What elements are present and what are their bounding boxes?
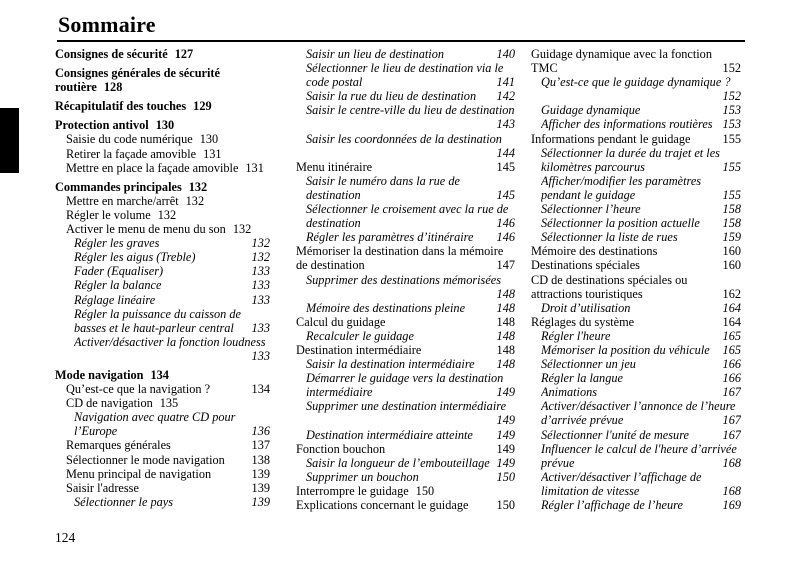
toc-entry bbox=[74, 335, 270, 363]
toc-entry-text: Activer le menu de menu du son bbox=[66, 222, 226, 237]
toc-entry-page-number: 136 bbox=[251, 424, 270, 439]
toc-entry-text: Activer/désactiver l’annonce de l’heure d’arrivée prévue bbox=[541, 399, 736, 428]
toc-entry-text: Calcul du guidage bbox=[296, 314, 386, 329]
toc-entry-text: Régler les paramètres d’itinéraire bbox=[306, 230, 474, 245]
toc-entry-page-number: 162 bbox=[722, 286, 741, 301]
toc-entry-text: Réglages du système bbox=[531, 314, 635, 329]
toc-entry-page-number: 149 bbox=[496, 441, 515, 456]
toc-entry-text: Navigation avec quatre CD pour l’Europe bbox=[74, 410, 236, 439]
toc-entry bbox=[541, 174, 741, 202]
toc-entry-page-number: 130 bbox=[199, 132, 219, 147]
toc-entry-text: Régler la puissance du caisson de basses et le haut-parleur central bbox=[74, 306, 242, 335]
toc-entry-text: Activer/désactiver l’affichage de limitation de vitesse bbox=[541, 469, 702, 498]
toc-entry bbox=[541, 442, 741, 470]
toc-entry-text: Interrompre le guidage bbox=[296, 483, 409, 498]
toc-entry-text: Guidage dynamique avec la fonction TMC bbox=[531, 47, 712, 76]
toc-entry-page-number: 150 bbox=[496, 498, 515, 512]
toc-entry-text: Mode navigation bbox=[55, 367, 144, 382]
toc-entry-page-number: 148 bbox=[496, 328, 515, 343]
toc-entry-page-number: 131 bbox=[203, 146, 222, 161]
toc-entry-page-number: 133 bbox=[251, 348, 270, 363]
toc-entry bbox=[296, 343, 515, 357]
toc-entry-text: Sélectionner la durée du trajet et les kilomètres parcourus bbox=[541, 145, 720, 174]
toc-entry bbox=[541, 75, 741, 103]
toc-entry-page-number: 134 bbox=[150, 367, 169, 382]
toc-entry-page-number: 147 bbox=[496, 258, 515, 273]
toc-entry-page-number: 139 bbox=[251, 494, 270, 509]
toc-entry bbox=[74, 236, 270, 250]
page-title: Sommaire bbox=[58, 12, 156, 37]
chapter-tab-marker bbox=[0, 108, 19, 173]
toc-entry bbox=[541, 202, 741, 216]
toc-column-3 bbox=[531, 47, 741, 512]
toc-entry bbox=[74, 495, 270, 509]
title-rule bbox=[57, 40, 745, 42]
toc-entry-text: Régler la balance bbox=[74, 278, 162, 293]
toc-column-1 bbox=[55, 47, 270, 512]
toc-entry-page-number: 165 bbox=[722, 328, 741, 343]
toc-columns bbox=[55, 47, 741, 512]
toc-entry bbox=[541, 117, 741, 131]
toc-entry bbox=[306, 230, 515, 244]
toc-entry-page-number: 159 bbox=[722, 230, 741, 245]
toc-entry-text: Mémoriser la position du véhicule bbox=[541, 342, 710, 357]
toc-entry-page-number: 165 bbox=[722, 342, 741, 357]
toc-entry-page-number: 158 bbox=[722, 216, 741, 231]
toc-entry bbox=[66, 438, 270, 452]
toc-entry bbox=[66, 222, 270, 236]
toc-entry-page-number: 139 bbox=[251, 480, 270, 495]
toc-entry-text: Mettre en place la façade amovible bbox=[66, 160, 239, 175]
toc-entry-text: Menu itinéraire bbox=[296, 159, 373, 174]
toc-entry-text: Qu’est-ce que la navigation ? bbox=[66, 382, 211, 397]
toc-entry-text: Sélectionner le pays bbox=[74, 494, 174, 509]
toc-entry-page-number: 160 bbox=[722, 244, 741, 259]
toc-entry-page-number: 155 bbox=[722, 131, 741, 146]
toc-entry-text: Saisie du code numérique bbox=[66, 132, 193, 147]
toc-entry-page-number: 141 bbox=[496, 75, 515, 90]
toc-entry-page-number: 132 bbox=[157, 207, 177, 222]
toc-entry bbox=[66, 481, 270, 495]
toc-entry-page-number: 153 bbox=[722, 103, 741, 118]
toc-entry-page-number: 139 bbox=[251, 466, 270, 481]
toc-entry bbox=[306, 399, 515, 427]
toc-entry-page-number: 167 bbox=[722, 427, 741, 442]
toc-entry-text: Sélectionner le lieu de destination via le code postal bbox=[306, 61, 504, 90]
toc-entry bbox=[66, 194, 270, 208]
toc-entry-text: Destination intermédiaire bbox=[296, 342, 422, 357]
toc-entry-text: Saisir la rue du lieu de destination bbox=[306, 89, 477, 104]
toc-entry bbox=[296, 160, 515, 174]
toc-entry-page-number: 132 bbox=[232, 222, 252, 237]
toc-entry-page-number: 160 bbox=[722, 258, 741, 273]
toc-entry-text: Recalculer le guidage bbox=[306, 328, 414, 343]
toc-entry bbox=[66, 147, 270, 161]
toc-entry-page-number: 148 bbox=[496, 286, 515, 301]
toc-entry bbox=[306, 273, 515, 301]
toc-entry-text: Fader (Equaliser) bbox=[74, 264, 164, 279]
toc-entry bbox=[306, 357, 515, 371]
toc-entry bbox=[306, 202, 515, 230]
toc-entry bbox=[306, 61, 515, 89]
toc-entry-text: Sélectionner le mode navigation bbox=[66, 452, 225, 467]
toc-entry bbox=[306, 329, 515, 343]
toc-entry-page-number: 164 bbox=[722, 314, 741, 329]
toc-entry bbox=[541, 470, 741, 498]
toc-entry-page-number: 145 bbox=[496, 187, 515, 202]
toc-entry-text: Sélectionner l’heure bbox=[541, 202, 641, 217]
toc-entry bbox=[541, 357, 741, 371]
toc-entry bbox=[541, 498, 741, 512]
toc-entry bbox=[531, 244, 741, 258]
toc-entry-page-number: 145 bbox=[496, 159, 515, 174]
toc-entry-page-number: 138 bbox=[251, 452, 270, 467]
toc-entry-text: Régler le volume bbox=[66, 207, 151, 222]
toc-entry bbox=[66, 161, 270, 175]
toc-entry-page-number: 150 bbox=[496, 469, 515, 484]
toc-entry bbox=[541, 230, 741, 244]
toc-entry-text: Saisir la longueur de l’embouteillage bbox=[306, 455, 490, 470]
toc-entry-text: Informations pendant le guidage bbox=[531, 131, 691, 146]
toc-entry bbox=[55, 99, 270, 113]
toc-entry-text: Régler la langue bbox=[541, 371, 623, 386]
toc-entry-page-number: 152 bbox=[722, 61, 741, 76]
toc-entry-page-number: 153 bbox=[722, 117, 741, 132]
toc-entry-page-number: 129 bbox=[193, 99, 212, 114]
toc-entry bbox=[531, 258, 741, 272]
toc-entry-text: Mémoriser la destination dans la mémoire de destination bbox=[296, 244, 504, 273]
toc-entry-page-number: 167 bbox=[722, 413, 741, 428]
toc-entry-page-number: 149 bbox=[496, 413, 515, 428]
toc-entry bbox=[306, 301, 515, 315]
toc-entry-page-number: 149 bbox=[496, 385, 515, 400]
toc-entry bbox=[66, 382, 270, 396]
toc-entry-text: Sélectionner la liste de rues bbox=[541, 230, 678, 245]
toc-entry-page-number: 148 bbox=[496, 357, 515, 372]
toc-entry-text: Influencer le calcul de l'heure d’arrivée prévue bbox=[541, 441, 737, 470]
toc-entry-text: Mémoire des destinations pleine bbox=[306, 300, 466, 315]
toc-entry bbox=[55, 47, 270, 61]
toc-entry-text: Supprimer des destinations mémorisées bbox=[306, 272, 502, 287]
toc-entry bbox=[296, 484, 515, 498]
toc-entry bbox=[541, 216, 741, 230]
toc-entry bbox=[296, 315, 515, 329]
toc-entry-page-number: 132 bbox=[188, 179, 208, 194]
toc-entry bbox=[306, 371, 515, 399]
toc-entry bbox=[306, 89, 515, 103]
toc-entry-page-number: 133 bbox=[251, 278, 270, 293]
toc-entry-text: Explications concernant le guidage bbox=[296, 498, 469, 512]
toc-entry-page-number: 134 bbox=[251, 382, 270, 397]
toc-entry bbox=[541, 146, 741, 174]
toc-entry-text: Mémoire des destinations bbox=[531, 244, 658, 259]
toc-entry-text: Protection antivol bbox=[55, 118, 149, 133]
toc-entry bbox=[296, 244, 515, 272]
toc-entry bbox=[74, 410, 270, 438]
toc-entry-page-number: 133 bbox=[251, 292, 270, 307]
toc-entry-text: Fonction bouchon bbox=[296, 441, 386, 456]
toc-entry-text: Destination intermédiaire atteinte bbox=[306, 427, 473, 442]
toc-entry bbox=[531, 47, 741, 75]
toc-entry-text: Régler l’affichage de l’heure bbox=[541, 498, 683, 512]
toc-entry-text: Qu’est-ce que le guidage dynamique ? bbox=[541, 75, 731, 90]
toc-entry bbox=[531, 273, 741, 301]
toc-entry-text: Menu principal de navigation bbox=[66, 466, 212, 481]
toc-entry bbox=[55, 118, 270, 132]
toc-entry-text: Droit d’utilisation bbox=[541, 300, 631, 315]
toc-entry-text: Afficher/modifier les paramètres pendant le guidage bbox=[541, 173, 702, 202]
toc-entry-page-number: 168 bbox=[722, 483, 741, 498]
folio-page-number: 124 bbox=[55, 530, 76, 545]
toc-entry bbox=[541, 385, 741, 399]
toc-entry bbox=[66, 396, 270, 410]
toc-entry bbox=[541, 301, 741, 315]
toc-entry-page-number: 158 bbox=[722, 202, 741, 217]
toc-entry bbox=[531, 315, 741, 329]
toc-entry bbox=[541, 343, 741, 357]
toc-entry-text: Régler les aigus (Treble) bbox=[74, 250, 196, 265]
toc-entry-page-number: 148 bbox=[496, 300, 515, 315]
toc-entry-text: Consignes de sécurité bbox=[55, 47, 168, 61]
toc-entry bbox=[74, 264, 270, 278]
toc-entry-text: Guidage dynamique bbox=[541, 103, 641, 118]
toc-entry-page-number: 144 bbox=[496, 145, 515, 160]
toc-entry-page-number: 149 bbox=[496, 455, 515, 470]
toc-entry-page-number: 127 bbox=[174, 47, 194, 61]
toc-entry-text: Mettre en marche/arrêt bbox=[66, 193, 179, 208]
toc-entry bbox=[541, 329, 741, 343]
toc-column-2 bbox=[296, 47, 515, 512]
toc-entry bbox=[74, 278, 270, 292]
toc-entry-text: Sélectionner un jeu bbox=[541, 357, 636, 372]
toc-entry bbox=[66, 208, 270, 222]
toc-entry-text: Consignes générales de sécurité routière bbox=[55, 66, 220, 95]
toc-entry bbox=[306, 47, 515, 61]
toc-entry-text: Saisir le numéro dans la rue de destination bbox=[306, 173, 460, 202]
toc-entry-page-number: 132 bbox=[251, 236, 270, 251]
toc-entry bbox=[306, 456, 515, 470]
toc-entry bbox=[55, 180, 270, 194]
toc-entry bbox=[55, 66, 270, 94]
toc-entry-page-number: 164 bbox=[722, 300, 741, 315]
toc-entry bbox=[541, 103, 741, 117]
toc-entry bbox=[55, 368, 270, 382]
toc-entry bbox=[296, 498, 515, 512]
toc-entry-page-number: 166 bbox=[722, 357, 741, 372]
toc-entry bbox=[541, 371, 741, 385]
toc-entry-text: Sélectionner l'unité de mesure bbox=[541, 427, 689, 442]
toc-entry-page-number: 148 bbox=[496, 314, 515, 329]
toc-entry-page-number: 128 bbox=[103, 80, 123, 95]
toc-entry-page-number: 150 bbox=[415, 483, 435, 498]
toc-entry bbox=[531, 132, 741, 146]
toc-entry bbox=[296, 442, 515, 456]
toc-entry-page-number: 149 bbox=[496, 427, 515, 442]
toc-entry-text: Démarrer le guidage vers la destination intermédiaire bbox=[306, 371, 504, 400]
toc-entry-text: Régler les graves bbox=[74, 236, 160, 251]
toc-entry bbox=[66, 453, 270, 467]
toc-entry-text: CD de destinations spéciales ou attractions touristiques bbox=[531, 272, 688, 301]
toc-entry-text: Saisir l'adresse bbox=[66, 480, 139, 495]
toc-entry-page-number: 155 bbox=[722, 159, 741, 174]
toc-entry-text: Sélectionner le croisement avec la rue de destination bbox=[306, 202, 509, 231]
toc-entry bbox=[66, 132, 270, 146]
toc-entry bbox=[306, 470, 515, 484]
toc-entry bbox=[541, 399, 741, 427]
toc-entry-text: Remarques générales bbox=[66, 438, 171, 453]
toc-entry-page-number: 155 bbox=[722, 187, 741, 202]
toc-entry bbox=[306, 132, 515, 160]
toc-entry-text: Régler l'heure bbox=[541, 328, 611, 343]
toc-entry-page-number: 137 bbox=[251, 438, 270, 453]
toc-entry-text: Récapitulatif des touches bbox=[55, 99, 187, 114]
toc-entry-text: Animations bbox=[541, 385, 598, 400]
toc-entry-text: Commandes principales bbox=[55, 179, 182, 194]
toc-entry-page-number: 135 bbox=[159, 396, 179, 411]
toc-entry-page-number: 132 bbox=[185, 193, 205, 208]
toc-entry-page-number: 146 bbox=[496, 230, 515, 245]
toc-entry-text: Retirer la façade amovible bbox=[66, 146, 197, 161]
toc-entry-page-number: 166 bbox=[722, 371, 741, 386]
toc-entry-text: Saisir un lieu de destination bbox=[306, 47, 444, 61]
toc-entry-page-number: 146 bbox=[496, 216, 515, 231]
toc-entry bbox=[74, 293, 270, 307]
toc-entry-text: Réglage linéaire bbox=[74, 292, 156, 307]
toc-entry-page-number: 169 bbox=[722, 498, 741, 512]
toc-entry-page-number: 133 bbox=[251, 264, 270, 279]
toc-entry-page-number: 148 bbox=[496, 342, 515, 357]
toc-entry-text: Destinations spéciales bbox=[531, 258, 640, 273]
toc-entry-page-number: 143 bbox=[496, 117, 515, 132]
toc-entry-page-number: 167 bbox=[722, 385, 741, 400]
toc-entry-text: Activer/désactiver la fonction loudness bbox=[74, 334, 266, 349]
toc-entry-page-number: 168 bbox=[722, 455, 741, 470]
toc-entry-text: Saisir la destination intermédiaire bbox=[306, 357, 475, 372]
toc-entry-text: Supprimer un bouchon bbox=[306, 469, 419, 484]
toc-entry-text: Supprimer une destination intermédiaire bbox=[306, 399, 507, 414]
toc-entry bbox=[306, 428, 515, 442]
toc-entry bbox=[541, 428, 741, 442]
toc-entry-text: Afficher des informations routières bbox=[541, 117, 713, 132]
toc-entry-text: Sélectionner la position actuelle bbox=[541, 216, 700, 231]
toc-entry bbox=[74, 250, 270, 264]
toc-entry-page-number: 142 bbox=[496, 89, 515, 104]
toc-entry-page-number: 133 bbox=[251, 320, 270, 335]
toc-entry bbox=[306, 103, 515, 131]
toc-entry-page-number: 132 bbox=[251, 250, 270, 265]
toc-entry-text: Saisir le centre-ville du lieu de destination bbox=[306, 103, 515, 118]
toc-entry-page-number: 131 bbox=[245, 160, 264, 175]
toc-entry-page-number: 152 bbox=[722, 89, 741, 104]
toc-entry-text: Saisir les coordonnées de la destination bbox=[306, 131, 502, 146]
toc-entry bbox=[74, 307, 270, 335]
toc-entry bbox=[66, 467, 270, 481]
toc-entry-text: CD de navigation bbox=[66, 396, 153, 411]
toc-entry bbox=[306, 174, 515, 202]
toc-entry-page-number: 140 bbox=[496, 47, 515, 61]
toc-entry-page-number: 130 bbox=[155, 118, 175, 133]
